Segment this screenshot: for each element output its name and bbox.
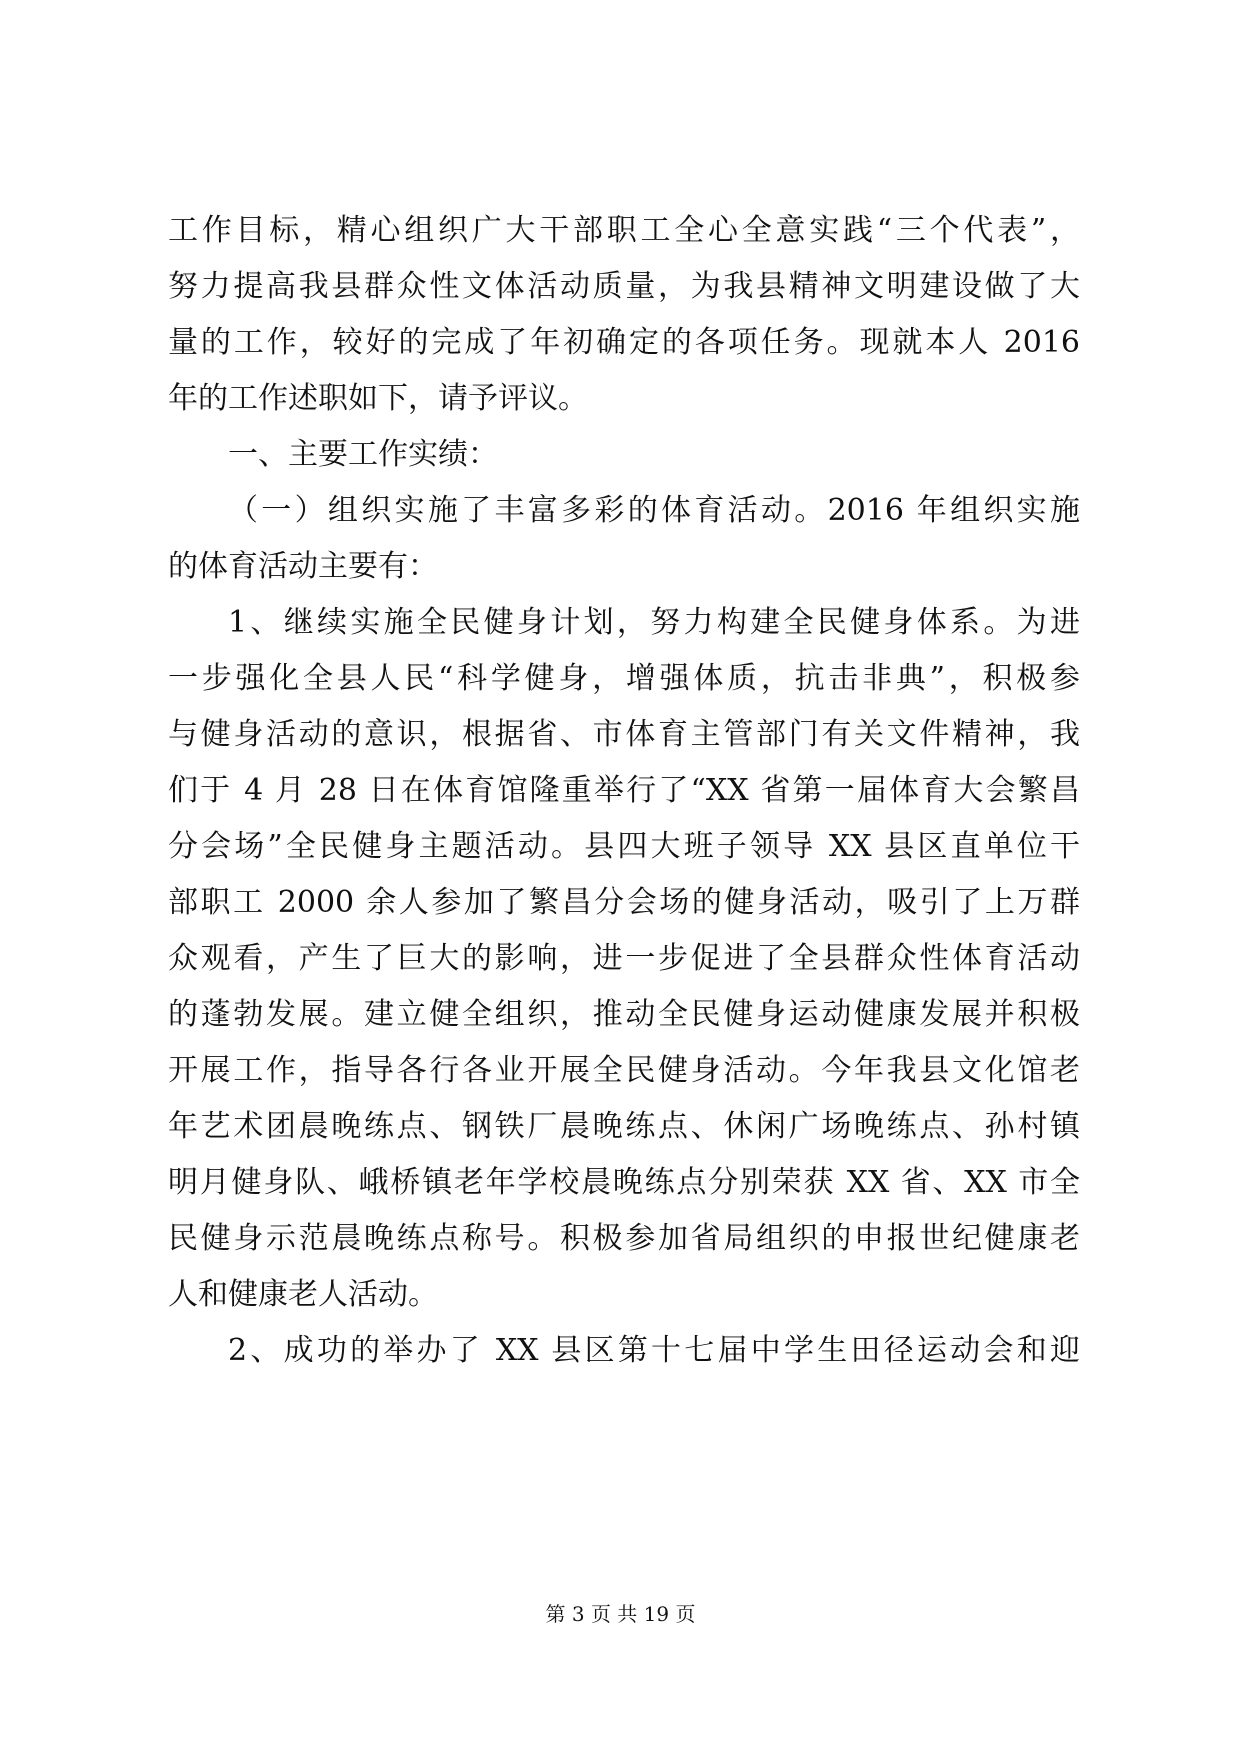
- body-line: 与健身活动的意识，根据省、市体育主管部门有关文件精神，我: [168, 717, 1080, 752]
- body-line: 开展工作，指导各行各业开展全民健身活动。今年我县文化馆老: [168, 1053, 1080, 1088]
- body-line: 分会场”全民健身主题活动。县四大班子领导 XX 县区直单位干: [168, 829, 1080, 864]
- body-line: （一）组织实施了丰富多彩的体育活动。2016 年组织实施: [228, 493, 1080, 528]
- section-heading: 一、主要工作实绩：: [228, 437, 498, 472]
- body-line: 1、继续实施全民健身计划，努力构建全民健身体系。为进: [228, 605, 1080, 640]
- body-line: 年的工作述职如下，请予评议。: [168, 381, 588, 416]
- body-line: 一步强化全县人民“科学健身，增强体质，抗击非典”，积极参: [168, 661, 1080, 696]
- page-number-footer: 第 3 页 共 19 页: [545, 1602, 696, 1626]
- body-line: 的蓬勃发展。建立健全组织，推动全民健身运动健康发展并积极: [168, 997, 1080, 1032]
- body-line: 明月健身队、峨桥镇老年学校晨晚练点分别荣获 XX 省、XX 市全: [168, 1165, 1080, 1200]
- body-line: 人和健康老人活动。: [168, 1277, 438, 1312]
- body-line: 部职工 2000 余人参加了繁昌分会场的健身活动，吸引了上万群: [168, 885, 1080, 920]
- body-line: 们于 4 月 28 日在体育馆隆重举行了“XX 省第一届体育大会繁昌: [168, 773, 1080, 808]
- body-line: 工作目标，精心组织广大干部职工全心全意实践“三个代表”，: [168, 213, 1080, 248]
- body-line: 2、成功的举办了 XX 县区第十七届中学生田径运动会和迎: [228, 1333, 1080, 1368]
- body-line: 年艺术团晨晚练点、钢铁厂晨晚练点、休闲广场晚练点、孙村镇: [168, 1109, 1080, 1144]
- body-line: 众观看，产生了巨大的影响，进一步促进了全县群众性体育活动: [168, 941, 1080, 976]
- body-line: 民健身示范晨晚练点称号。积极参加省局组织的申报世纪健康老: [168, 1221, 1080, 1256]
- body-line: 的体育活动主要有：: [168, 549, 438, 584]
- body-line: 量的工作，较好的完成了年初确定的各项任务。现就本人 2016: [168, 325, 1080, 360]
- body-line: 努力提高我县群众性文体活动质量，为我县精神文明建设做了大: [168, 269, 1080, 304]
